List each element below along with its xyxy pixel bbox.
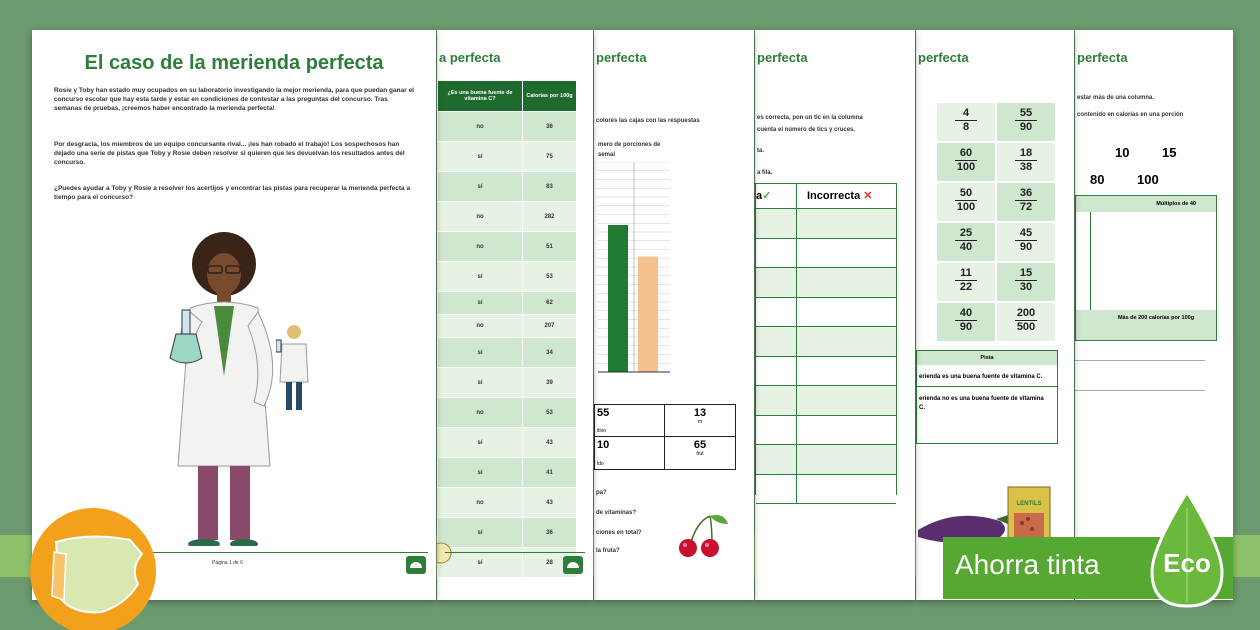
instruction-line: ta. xyxy=(757,148,765,154)
number-80: 80 xyxy=(1090,172,1105,187)
small-scientist-illustration xyxy=(276,322,312,414)
question: la fruta? xyxy=(596,548,620,554)
table-cell: sí xyxy=(438,428,523,458)
numerator: 40 xyxy=(955,307,977,321)
table-row xyxy=(438,112,577,142)
col-header-incorrect: Incorrecta xyxy=(807,190,861,202)
answer-row xyxy=(756,298,896,328)
numerator: 45 xyxy=(1015,227,1037,241)
table-cell: 43 xyxy=(523,488,577,518)
instruction-line: a fila. xyxy=(757,170,773,176)
chart-caption: semal xyxy=(598,152,616,158)
answer-row xyxy=(756,268,896,298)
denominator: 90 xyxy=(959,321,973,333)
fraction-cell xyxy=(996,262,1056,302)
table-cell: sí xyxy=(438,548,523,578)
fraction-cell xyxy=(936,142,996,182)
answer-row xyxy=(756,416,896,446)
table-cell: 75 xyxy=(523,142,577,172)
table-row xyxy=(438,292,577,315)
table-cell: no xyxy=(438,202,523,232)
col-header: ¿Es una buena fuente de vitamina C? xyxy=(438,81,523,112)
table-cell: sí xyxy=(438,518,523,548)
table-cell: 36 xyxy=(523,518,577,548)
grid-value: 55 xyxy=(597,407,610,419)
table-row xyxy=(438,315,577,338)
table-row xyxy=(438,172,577,202)
grid-value: 65 xyxy=(693,439,707,451)
table-cell: 53 xyxy=(523,398,577,428)
bar-chart xyxy=(596,162,672,390)
instruction-line: es correcta, pon un tic en la columna xyxy=(757,115,863,121)
answer-rows xyxy=(756,209,896,504)
question: de vitaminas? xyxy=(596,510,637,516)
answer-row xyxy=(756,209,896,239)
table-cell: 53 xyxy=(523,262,577,292)
denominator: 40 xyxy=(959,241,973,253)
fraction-cell xyxy=(996,142,1056,182)
table-cell: 39 xyxy=(523,368,577,398)
table-cell: no xyxy=(438,488,523,518)
intro-paragraph: Por desgracia, los miembros de un equipo concursante rival... ¡les han robado el trabajo! Los sospechosos han dejado una serie de pistas que Toby y Rosie deben resolver si quieren que les devuelvan los resultados antes del concurso. xyxy=(54,141,405,166)
chart-caption: mero de porciones de xyxy=(598,142,661,148)
grid-value: 10 xyxy=(597,439,610,451)
table-cell: sí xyxy=(438,368,523,398)
question: pa? xyxy=(596,490,607,496)
denominator: 90 xyxy=(1019,241,1033,253)
table-row xyxy=(438,428,577,458)
instruction-line: contenido en calorías en una porción xyxy=(1077,112,1184,118)
question: ciones en total? xyxy=(596,530,642,536)
table-cell: no xyxy=(438,315,523,338)
intro-paragraph: Rosie y Toby han estado muy ocupados en su laboratorio investigando la mejor merienda, para que puedan ganar el concurso escolar que hay esta tarde y estar en condiciones de contestar a las preguntas del concurso. Tras semanas de pruebas, ¡creemos haber encontrado la merienda perfecta! xyxy=(54,87,414,112)
fraction-cell xyxy=(996,222,1056,262)
fraction-cell xyxy=(996,302,1056,342)
page-title: perfecta xyxy=(1077,50,1128,65)
table-cell: sí xyxy=(438,172,523,202)
intro-paragraph: ¿Puedes ayudar a Toby y Rosie a resolver los acertijos y encontrar las pistas para recuperar la merienda perfecta a tiempo para el concurso? xyxy=(54,185,411,201)
table-cell: 41 xyxy=(523,458,577,488)
table-cell: 36 xyxy=(523,112,577,142)
answer-row xyxy=(756,239,896,269)
number-100: 100 xyxy=(1137,172,1159,187)
table-row xyxy=(438,458,577,488)
clue-list xyxy=(916,350,1058,444)
cherries-illustration xyxy=(672,510,732,560)
grid-label: m xyxy=(697,419,703,425)
denominator: 8 xyxy=(962,121,970,133)
table-row xyxy=(438,202,577,232)
fraction-cell xyxy=(996,102,1056,142)
denominator: 100 xyxy=(956,161,976,173)
table-row xyxy=(438,488,577,518)
col-header-correct: a xyxy=(756,190,763,202)
cross-icon: ✕ xyxy=(863,190,873,202)
numerator: 4 xyxy=(955,107,977,121)
spain-map-badge xyxy=(30,508,156,630)
table-cell: 34 xyxy=(523,338,577,368)
table-cell: no xyxy=(438,112,523,142)
numerator: 50 xyxy=(955,187,977,201)
scientist-illustration xyxy=(144,226,344,546)
table-row xyxy=(438,518,577,548)
table-cell: 43 xyxy=(523,428,577,458)
table-cell: sí xyxy=(438,338,523,368)
table-row xyxy=(438,338,577,368)
answer-table xyxy=(755,183,897,495)
table-cell: sí xyxy=(438,458,523,488)
page-number: Página 1 de 6 xyxy=(212,560,243,566)
fraction-cell xyxy=(936,262,996,302)
fraction-cell xyxy=(936,222,996,262)
grid-label: itivo xyxy=(597,428,606,434)
chart-bar xyxy=(638,257,658,373)
spain-map-icon xyxy=(30,508,156,630)
numerator: 55 xyxy=(1015,107,1037,121)
number-15: 15 xyxy=(1162,145,1177,160)
numerator: 200 xyxy=(1016,307,1036,319)
table-cell: 83 xyxy=(523,172,577,202)
denominator: 500 xyxy=(1016,321,1036,333)
eco-badge-label: Eco xyxy=(1163,548,1211,578)
table-cell: no xyxy=(438,398,523,428)
brand-logo xyxy=(406,556,426,574)
grid-label: frut xyxy=(696,451,704,457)
list-item: erienda es una buena fuente de vitamina C. xyxy=(919,374,1043,380)
number-grid xyxy=(594,404,736,470)
answer-row xyxy=(756,327,896,357)
brand-logo xyxy=(563,556,583,574)
page-title: perfecta xyxy=(918,50,969,65)
answer-row xyxy=(756,386,896,416)
fraction-cell xyxy=(936,302,996,342)
list-item: erienda no es una buena fuente de vitamina C. xyxy=(917,386,1057,413)
page-title: perfecta xyxy=(757,50,808,65)
eco-banner-label: Ahorra tinta xyxy=(955,549,1100,580)
instruction-line: cuenta el número de tics y cruces. xyxy=(757,127,856,133)
denominator: 100 xyxy=(956,201,976,213)
denominator: 22 xyxy=(959,281,973,293)
numerator: 15 xyxy=(1015,267,1037,281)
can-label: LENTILS xyxy=(1016,501,1042,507)
denominator: 30 xyxy=(1019,281,1033,293)
chart-bar xyxy=(608,225,628,372)
fraction-cell xyxy=(996,182,1056,222)
numerator: 25 xyxy=(955,227,977,241)
eco-drop-badge xyxy=(1142,488,1232,612)
worksheet-page-5 xyxy=(916,30,1074,600)
worksheet-page-3 xyxy=(594,30,754,600)
number-10: 10 xyxy=(1115,145,1130,160)
table-cell: 51 xyxy=(523,232,577,262)
denominator: 38 xyxy=(1019,161,1033,173)
denominator: 72 xyxy=(1019,201,1033,213)
table-row xyxy=(438,262,577,292)
tick-icon: ✓ xyxy=(762,190,772,202)
instruction-line: estar más de una columna. xyxy=(1077,95,1155,101)
table-cell: sí xyxy=(438,262,523,292)
worksheet-page-2 xyxy=(437,30,593,600)
grid-value: 13 xyxy=(693,407,707,419)
worksheet-title: El caso de la merienda perfecta xyxy=(84,52,384,74)
denominator: 90 xyxy=(1019,121,1033,133)
table-row xyxy=(438,368,577,398)
box-header: Múltiplos de 40 xyxy=(1076,196,1216,212)
table-row xyxy=(438,142,577,172)
numerator: 36 xyxy=(1015,187,1037,201)
list-header: Pista xyxy=(917,351,1057,365)
numerator: 11 xyxy=(955,267,977,281)
grid-label: ldo xyxy=(597,461,604,467)
table-row xyxy=(438,232,577,262)
table-cell: 62 xyxy=(523,292,577,315)
table-cell: no xyxy=(438,232,523,262)
table-cell: 282 xyxy=(523,202,577,232)
page-title: perfecta xyxy=(596,50,647,65)
fraction-grid xyxy=(936,102,1056,342)
answer-row xyxy=(756,357,896,387)
fraction-cell xyxy=(936,102,996,142)
venn-box xyxy=(1075,195,1217,341)
table-cell: sí xyxy=(438,292,523,315)
worksheet-page-4 xyxy=(755,30,915,600)
table-cell: sí xyxy=(438,142,523,172)
page-footer xyxy=(437,552,593,582)
instruction-line: colores las cajas con las respuestas xyxy=(596,118,700,124)
table-row xyxy=(438,398,577,428)
answer-row xyxy=(756,475,896,505)
page-title: a perfecta xyxy=(439,50,501,65)
col-header: Calorías por 100g xyxy=(523,81,577,112)
answer-row xyxy=(756,445,896,475)
fraction-cell xyxy=(936,182,996,222)
data-table xyxy=(437,80,577,578)
numerator: 18 xyxy=(1015,147,1037,161)
numerator: 60 xyxy=(955,147,977,161)
table-cell: 28 xyxy=(523,548,577,578)
table-cell: 207 xyxy=(523,315,577,338)
box-bottom: Más de 200 calorías por 100g xyxy=(1076,310,1216,340)
